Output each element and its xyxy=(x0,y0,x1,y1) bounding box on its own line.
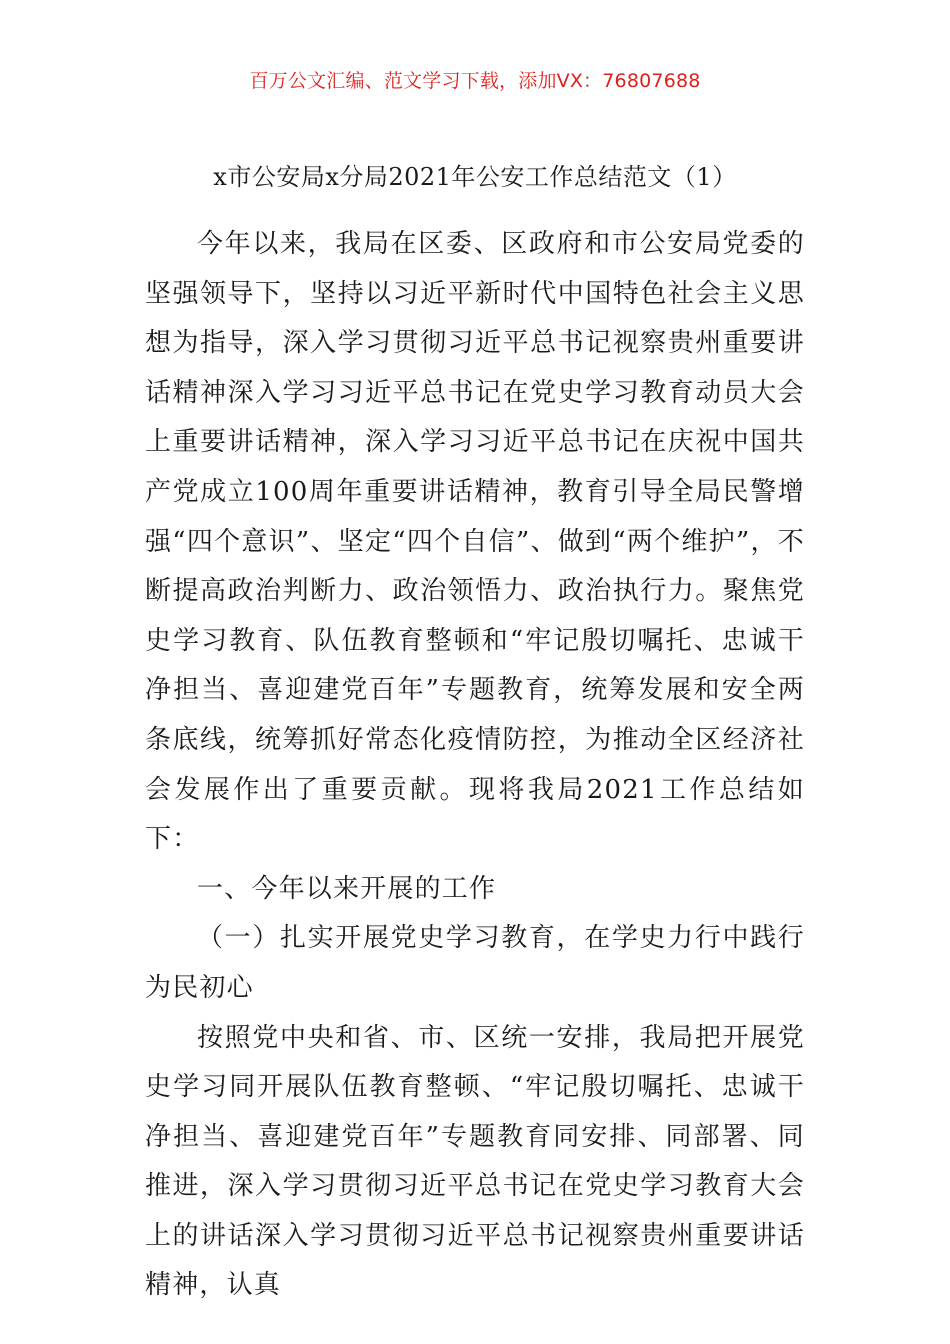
intro-paragraph: 今年以来，我局在区委、区政府和市公安局党委的坚强领导下，坚持以习近平新时代中国特色社会主义思想为指导，深入学习贯彻习近平总书记视察贵州重要讲话精神深入学习习近平总书记在党史学习教育动员大会上重要讲话精神，深入学习习近平总书记在庆祝中国共产党成立100周年重要讲话精神，教育引导全局民警增强“四个意识”、坚定“四个自信”、做到“两个维护”，不断提高政治判断力、政治领悟力、政治执行力。聚焦党史学习教育、队伍教育整顿和“牢记殷切嘱托、忠诚干净担当、喜迎建党百年”专题教育，统筹发展和安全两条底线，统筹抓好常态化疫情防控，为推动全区经济社会发展作出了重要贡献。现将我局2021工作总结如下： xyxy=(145,229,805,855)
body-paragraph: 按照党中央和省、市、区统一安排，我局把开展党史学习同开展队伍教育整顿、“牢记殷切嘱托、忠诚干净担当、喜迎建党百年”专题教育同安排、同部署、同推进，深入学习贯彻习近平总书记在党史学习教育大会上的讲话深入学习贯彻习近平总书记视察贵州重要讲话精神，认真 xyxy=(145,1022,805,1301)
document-body xyxy=(145,220,805,1311)
subsection-heading: （一）扎实开展党史学习教育，在学史力行中践行为民初心 xyxy=(145,923,805,1003)
document-title: x市公安局x分局2021年公安工作总结范文（1） xyxy=(213,163,737,191)
section-heading: 一、今年以来开展的工作 xyxy=(197,873,497,904)
watermark-banner: 百万公文汇编、范文学习下载，添加VX：76807688 xyxy=(249,70,701,92)
